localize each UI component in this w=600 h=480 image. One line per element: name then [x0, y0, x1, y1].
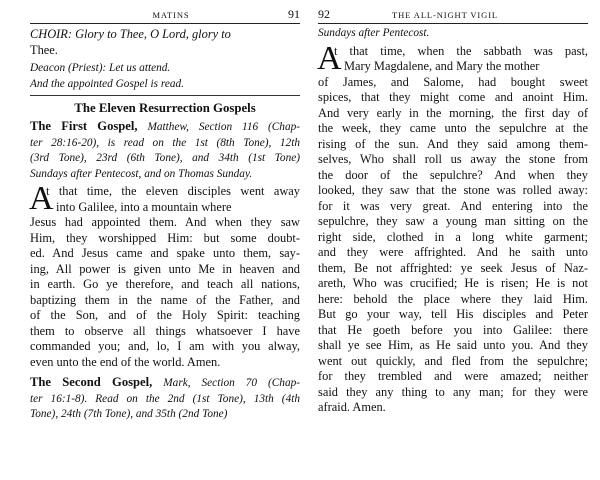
- second-gospel-header-line: [30, 375, 300, 392]
- header-rule-right: [318, 23, 588, 24]
- text-line: the week, they came unto the sepulchre at the: [318, 121, 588, 135]
- sundays-after-pentecost: Sundays after Pentecost.: [318, 27, 430, 39]
- text-line: the door of the sepulchre? And when they: [318, 167, 588, 182]
- text-line: looked, they saw that the stone was rolled away:: [318, 183, 588, 197]
- text-line: of the Son, and of the Holy Spirit: teaching: [30, 308, 300, 322]
- second-gospel-header: [30, 375, 300, 423]
- text-line: of James, and Salome, had bought sweet: [318, 74, 588, 89]
- text-line: rising of the sun. And they said among them-: [318, 136, 588, 151]
- text-line: here: behold the place where they laid Him.: [318, 291, 588, 306]
- text-line: afraid. Amen.: [318, 400, 386, 414]
- first-gospel-header-line: ter 28:16-20), is read on the 1st (8th Tone), 12th: [30, 136, 300, 149]
- running-head-matins: MATINS: [152, 10, 190, 20]
- text-line: in earth. Go ye therefore, and teach all nations,: [30, 277, 300, 291]
- text-line: Him, they worshipped Him: but some doubt-: [30, 230, 300, 245]
- page-number-91: 91: [287, 7, 300, 21]
- text-line: baptizing them in the name of the Father, and: [30, 292, 300, 307]
- first-gospel-header-line: Sundays after Pentecost, and on Thomas Sunday.: [30, 167, 253, 180]
- header-rule-left: [30, 23, 300, 24]
- second-gospel-title: The Second Gospel,: [30, 375, 153, 389]
- choir-line-cont: Thee.: [30, 42, 58, 57]
- first-gospel-header-text: Matthew, Section 116 (Chap-: [147, 121, 301, 133]
- text-line: ing, All power is given unto Me in heaven and: [30, 261, 300, 276]
- dropcap-letter: A: [317, 39, 342, 77]
- text-line: t that time, when the sabbath was past,: [334, 43, 588, 58]
- dropcap-letter: A: [29, 180, 54, 217]
- text-line: t that time, the eleven disciples went away: [46, 184, 300, 198]
- first-gospel-text: [29, 180, 300, 370]
- left-page-header: [30, 6, 300, 22]
- text-line: that He goeth before you into Galilee: there: [318, 322, 588, 337]
- first-gospel-header: [30, 119, 300, 182]
- text-line: went out quickly, and fled from the sepulchre;: [318, 353, 588, 368]
- text-line: them, Be not affrighted: ye seek Jesus of Naz-: [318, 260, 588, 275]
- first-gospel-header-line: [30, 119, 300, 136]
- section-heading: The Eleven Resurrection Gospels: [74, 101, 256, 115]
- right-page-header: [318, 6, 588, 22]
- text-line: But go your way, tell His disciples and Peter: [318, 307, 588, 321]
- second-gospel-header-line: ter 16:1-8). Read on the 2nd (1st Tone), 13th (4th: [30, 392, 300, 405]
- text-line: And very early in the morning, the first day of: [318, 105, 588, 120]
- text-line: commanded you; and, lo, I am with you alway,: [30, 339, 300, 353]
- text-line: even unto the end of the world. Amen.: [30, 354, 221, 369]
- text-line: selves, Who shall roll us away the stone from: [318, 152, 588, 166]
- text-line: sepulchre, they saw a young man sitting on the: [318, 214, 588, 228]
- appointed-gospel-line: And the appointed Gospel is read.: [30, 77, 184, 90]
- text-line: shall ye see Him, as He said unto you. And they: [318, 338, 588, 352]
- second-gospel-header-line: Tone), 24th (7th Tone), and 35th (2nd Tone): [30, 408, 228, 420]
- first-gospel-title: The First Gospel,: [30, 119, 138, 133]
- text-line: spices, that they might come and anoint Him.: [318, 90, 588, 104]
- section-rule: [30, 95, 300, 96]
- right-page: [318, 6, 588, 476]
- text-line: and they were affrighted. And he saith unto: [318, 245, 588, 259]
- text-line: ed. And Jesus came and spake unto them, say-: [30, 246, 300, 260]
- text-line: right side, clothed in a long white garment;: [318, 229, 588, 244]
- page-number-92: 92: [318, 7, 330, 21]
- text-line: areth, Who was crucified; He is risen; He is not: [318, 276, 588, 290]
- choir-line: CHOIR: Glory to Thee, O Lord, glory to: [30, 27, 231, 41]
- text-line: said they any thing to any man; for they were: [318, 384, 588, 399]
- text-line: into Galilee, into a mountain where: [56, 199, 232, 214]
- second-gospel-header-text: Mark, Section 70 (Chap-: [163, 377, 300, 389]
- first-gospel-header-line: (3rd Tone), 23rd (6th Tone), and 34th (1st Tone): [30, 152, 300, 164]
- choir-block: [30, 27, 300, 92]
- text-line: them to observe all things whatsoever I have: [30, 323, 300, 338]
- running-head-all-night-vigil: THE ALL-NIGHT VIGIL: [392, 10, 499, 20]
- second-gospel-text: [317, 39, 588, 416]
- text-line: Mary Magdalene, and Mary the mother: [344, 59, 540, 73]
- left-page: [30, 6, 300, 476]
- text-line: Jesus had appointed them. And when they saw: [30, 215, 300, 229]
- text-line: for they trembled and were amazed; neither: [318, 369, 588, 383]
- text-line: for it was very great. And entering into the: [318, 198, 588, 213]
- deacon-line: Deacon (Priest): Let us attend.: [30, 62, 171, 74]
